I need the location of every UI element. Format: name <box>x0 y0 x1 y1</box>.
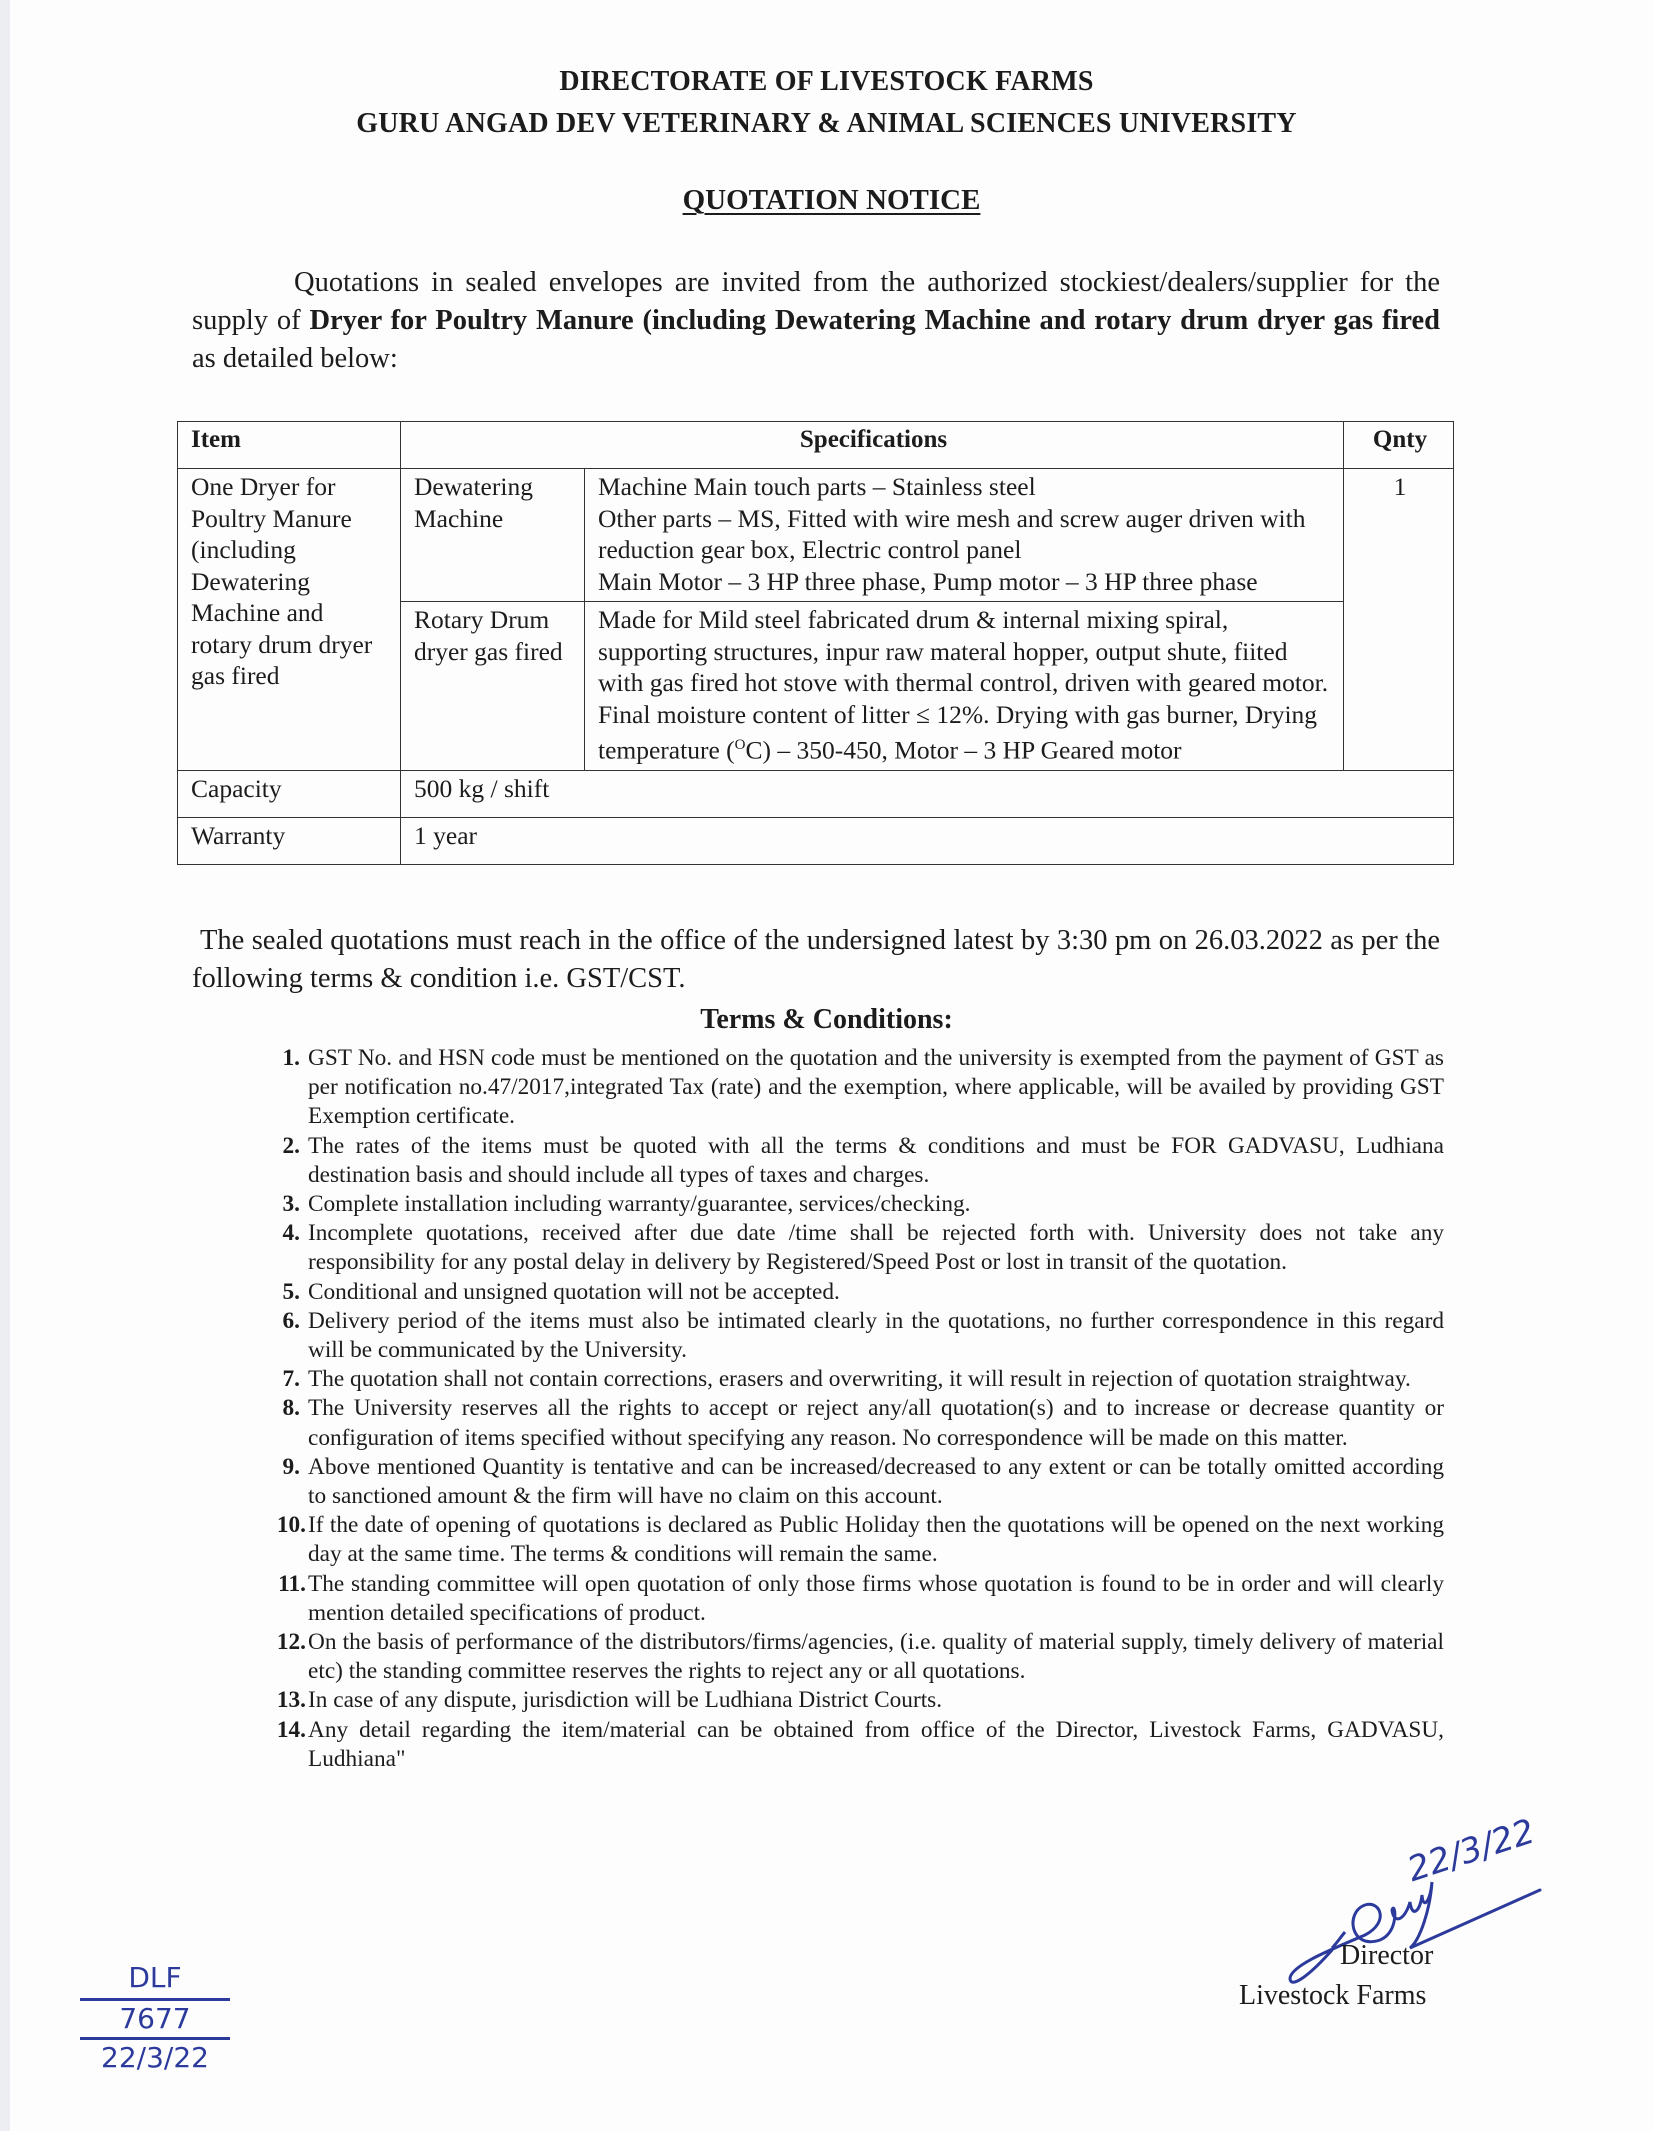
component-name-rotary-drum: Rotary Drum dryer gas fired <box>401 602 585 771</box>
table-row-warranty <box>178 818 1454 865</box>
term-item: 1. GST No. and HSN code must be mentioned on the quotation and the university is exempted from the payment of GST as per notification no.47/2017,integrated Tax (rate) and the exemption, where applicable, will be availed by providing GST Exemption certificate. <box>282 1045 1444 1130</box>
table-row-dewatering <box>178 469 1454 602</box>
term-item: 13. In case of any dispute, jurisdiction will be Ludhiana District Courts. <box>276 1687 943 1714</box>
component-name-dewatering: Dewatering Machine <box>401 469 585 602</box>
intro-paragraph <box>192 264 1440 378</box>
scan-edge <box>0 0 10 2131</box>
term-item: 10. If the date of opening of quotations is declared as Public Holiday then the quotations will be opened on the next working day at the same time. The terms & conditions will remain the same. <box>276 1512 1444 1568</box>
receipt-number: 7677 <box>80 2001 230 2040</box>
term-item: 14. Any detail regarding the item/material can be obtained from office of the Director, Livestock Farms, GADVASU, Ludhiana" <box>276 1716 1444 1772</box>
item-name-cell: One Dryer for Poultry Manure (including Dewatering Machine and rotary drum dryer gas fired <box>178 469 401 771</box>
spec-line: Other parts – MS, Fitted with wire mesh and screw auger driven with reduction gear box, Electric control panel <box>598 503 1306 564</box>
signatory-department: Livestock Farms <box>1239 1980 1427 2011</box>
intro-text-bold: Dryer for Poultry Manure (including Dewatering Machine and rotary drum dryer gas fired <box>309 305 1440 336</box>
intro-text-start: Quotations in sealed envelopes are invited from the authorized stockiest/dealers/supplier for the supply of <box>192 267 1440 336</box>
term-item: 3. Complete installation including warranty/guarantee, services/checking. <box>282 1191 971 1218</box>
degree-superscript: O <box>734 737 746 753</box>
header-specifications: Specifications <box>401 422 1344 469</box>
receipt-note <box>80 1960 230 2076</box>
receipt-date: 22/3/22 <box>101 2041 209 2074</box>
header-directorate: DIRECTORATE OF LIVESTOCK FARMS <box>559 66 1094 97</box>
capacity-label: Capacity <box>178 771 401 818</box>
term-item: 4. Incomplete quotations, received after due date /time shall be rejected forth with. University does not take any responsibility for any postal delay in delivery by Registered/Speed Post or lost in transit of the quotation. <box>282 1220 1444 1276</box>
term-item: 6. Delivery period of the items must also be intimated clearly in the quotations, no further correspondence in this regard will be communicated by the University. <box>282 1307 1444 1364</box>
notice-title <box>0 184 1653 217</box>
spec-rotary-drum <box>585 602 1344 771</box>
spec-text: C) – 350-450, Motor – 3 HP Geared motor <box>745 735 1182 765</box>
header-item: Item <box>178 422 401 469</box>
spec-dewatering <box>585 469 1344 602</box>
spec-line: Main Motor – 3 HP three phase, Pump motor – 3 HP three phase <box>598 566 1258 596</box>
signatory-title: Director <box>1340 1940 1434 1971</box>
term-item: 2. The rates of the items must be quoted with all the terms & conditions and must be FOR GADVASU, Ludhiana destination basis and should include all types of taxes and charges. <box>282 1132 1444 1188</box>
deadline-paragraph: The sealed quotations must reach in the office of the undersigned latest by 3:30 pm on 26.03.2022 as per the following terms & condition i.e. GST/CST. <box>192 925 1440 994</box>
term-item: 11. The standing committee will open quotation of only those firms whose quotation is found to be in order and will clearly mention detailed specifications of product. <box>278 1570 1444 1626</box>
term-item: 8. The University reserves all the rights to accept or reject any/all quotation(s) and to increase or decrease quantity or configuration of items specified without specifying any reason. No correspondence will be made on this matter. <box>282 1395 1444 1451</box>
term-item: 5. Conditional and unsigned quotation will not be accepted. <box>282 1278 840 1305</box>
terms-list <box>240 1044 1444 1774</box>
receipt-office: DLF <box>80 1960 230 2001</box>
term-item: 12. On the basis of performance of the distributors/firms/agencies, (i.e. quality of material supply, timely delivery of material etc) the standing committee reserves the rights to reject any or all quotations. <box>276 1629 1444 1685</box>
capacity-value: 500 kg / shift <box>401 771 1454 818</box>
spec-line: Machine Main touch parts – Stainless steel <box>598 472 1036 501</box>
signature-date: 22/3/22 <box>1402 1811 1540 1890</box>
warranty-value: 1 year <box>401 818 1454 865</box>
terms-heading: Terms & Conditions: <box>700 1004 953 1035</box>
warranty-label: Warranty <box>178 818 401 865</box>
table-header-row <box>178 422 1454 469</box>
header-qnty: Qnty <box>1344 422 1454 469</box>
term-item: 7. The quotation shall not contain corrections, erasers and overwriting, it will result in rejection of quotation straightway. <box>282 1366 1411 1393</box>
table-row-capacity <box>178 771 1454 818</box>
specification-table <box>177 421 1454 865</box>
qnty-cell: 1 <box>1344 469 1454 771</box>
spec-text: Made for Mild steel fabricated drum & internal mixing spiral, supporting structures, inpur raw materal hopper, output shute, fiited with gas fired hot stove with thermal control, driven with geared motor. Final moisture content of litter ≤ 12%. Drying with gas burner, Drying temperature ( <box>598 605 1329 765</box>
intro-text-end: as detailed below: <box>192 343 398 374</box>
header-university: GURU ANGAD DEV VETERINARY & ANIMAL SCIENCES UNIVERSITY <box>356 108 1297 139</box>
term-item: 9. Above mentioned Quantity is tentative and can be increased/decreased to any extent or can be totally omitted according to sanctioned amount & the firm will have no claim on this account. <box>282 1453 1444 1510</box>
notice-title-text: QUOTATION NOTICE <box>682 184 981 216</box>
